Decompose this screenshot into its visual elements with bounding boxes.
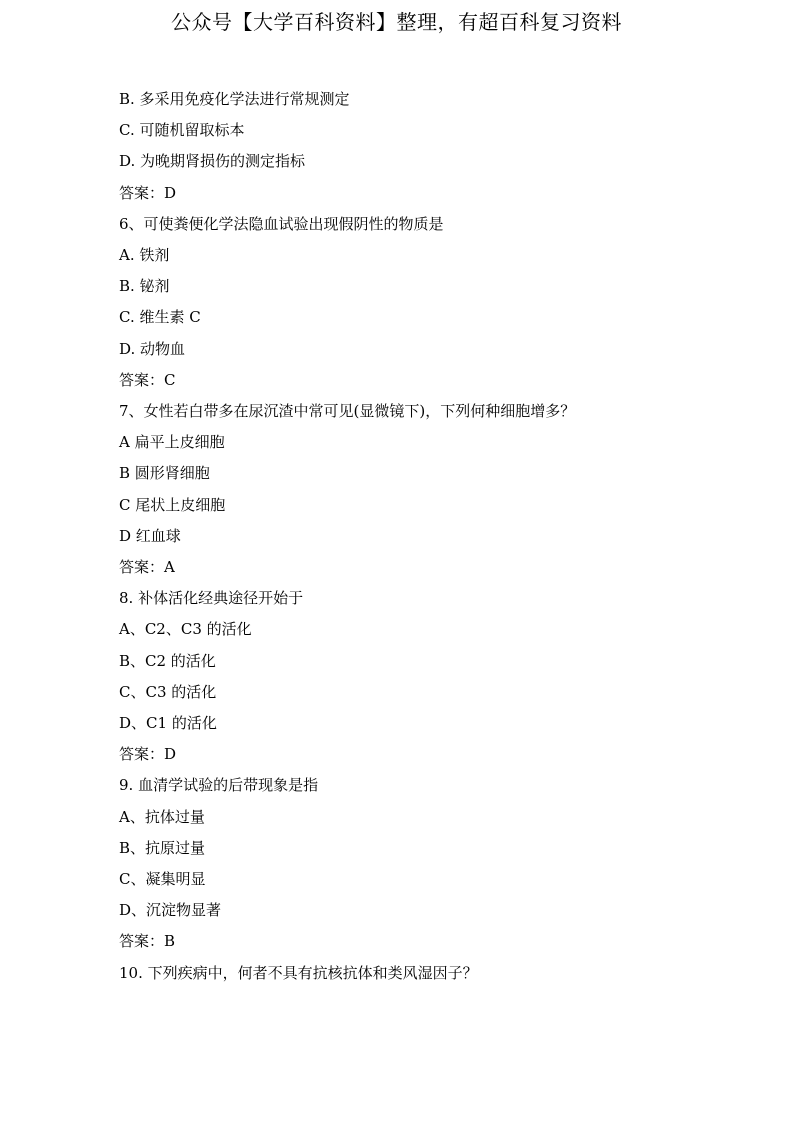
question-line: 8. 补体活化经典途径开始于	[119, 589, 304, 608]
option-line: D. 为晚期肾损伤的测定指标	[119, 152, 306, 171]
option-line: D、沉淀物显著	[119, 901, 222, 920]
option-line: A、C2、C3 的活化	[119, 620, 252, 639]
option-line: A、抗体过量	[119, 807, 205, 826]
option-line: C、凝集明显	[119, 870, 206, 889]
option-line: B、抗原过量	[119, 838, 206, 857]
answer-line: 答案：D	[119, 745, 177, 764]
answer-line: 答案：C	[119, 370, 176, 389]
option-line: A 扁平上皮细胞	[119, 433, 225, 452]
option-line: D、C1 的活化	[119, 714, 217, 733]
answer-line: 答案：D	[119, 183, 177, 202]
question-line: 6、可使粪便化学法隐血试验出现假阴性的物质是	[119, 214, 444, 233]
option-line: C. 可随机留取标本	[119, 121, 245, 140]
option-line: C 尾状上皮细胞	[119, 495, 226, 514]
question-line: 9. 血清学试验的后带现象是指	[119, 776, 319, 795]
option-line: C、C3 的活化	[119, 682, 217, 701]
answer-line: 答案：B	[119, 932, 176, 951]
answer-line: 答案：A	[119, 558, 175, 577]
option-line: B. 铋剂	[119, 277, 170, 296]
document-body	[119, 84, 719, 989]
question-line: 10. 下列疾病中，何者不具有抗核抗体和类风湿因子？	[119, 963, 478, 982]
option-line: D 红血球	[119, 526, 181, 545]
option-line: B. 多采用免疫化学法进行常规测定	[119, 90, 350, 108]
page-header: 公众号【大学百科资料】整理，有超百科复习资料	[171, 10, 622, 34]
option-line: C. 维生素 C	[119, 308, 201, 327]
option-line: B、C2 的活化	[119, 651, 216, 670]
question-line: 7、女性若白带多在尿沉渣中常可见(显微镜下)，下列何种细胞增多？	[119, 402, 576, 421]
option-line: D. 动物血	[119, 339, 186, 358]
option-line: A. 铁剂	[119, 246, 170, 265]
option-line: B 圆形肾细胞	[119, 464, 210, 483]
